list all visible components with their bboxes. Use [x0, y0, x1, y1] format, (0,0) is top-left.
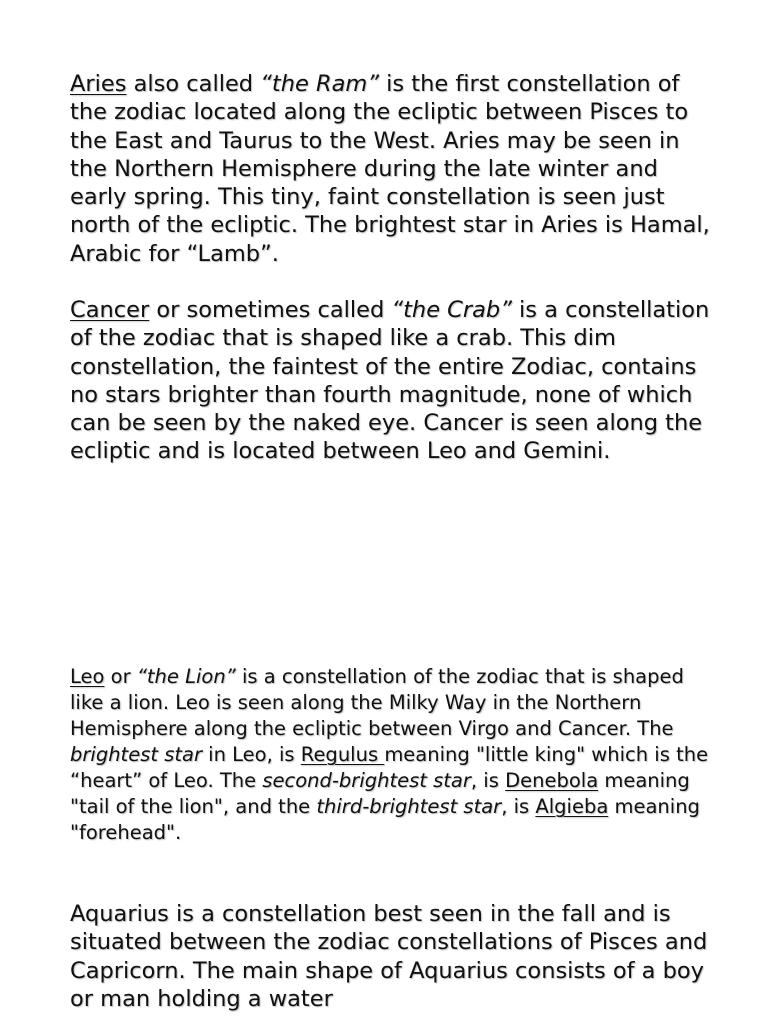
cancer-name: Cancer — [70, 297, 150, 323]
leo-text-3: in Leo, is — [201, 743, 301, 766]
aries-text-2: is the first constellation of the zodiac located along the ecliptic between Pisces to the East and Taurus to the West. Aries may be seen in the Northern Hemisphere during the late winter and early spring. This tiny, faint constellation is seen just north of the ecliptic. The brightest star in Aries is Hamal, Arabic for “Lamb”. — [70, 71, 710, 267]
leo-text-8: meaning "forehead". — [70, 795, 700, 844]
leo-second-label: second-brightest star — [262, 769, 471, 792]
leo-text-5: , is — [470, 769, 506, 792]
cancer-text-2: is a constellation of the zodiac that is shaped like a crab. This dim constellation, the faintest of the entire Zodiac, contains no stars brighter than fourth magnitude, none of which can be seen by the naked eye. Cancer is seen along the ecliptic and is located between Leo and Gemini. — [70, 297, 710, 465]
cancer-paragraph — [70, 296, 710, 466]
leo-brightest-label: brightest star — [70, 743, 202, 766]
leo-third-label: third-brightest star — [316, 795, 502, 818]
leo-name: Leo — [70, 665, 105, 688]
leo-text-4: meaning "little king" which is the “heart” of Leo. The — [70, 743, 709, 792]
leo-text-6: meaning "tail of the lion", and the — [70, 769, 690, 818]
leo-star-denebola: Denebola — [505, 769, 599, 792]
aries-text-1: also called — [126, 71, 261, 97]
aries-name: Aries — [70, 71, 127, 97]
leo-star-regulus: Regulus — [300, 743, 385, 766]
leo-paragraph — [70, 664, 710, 846]
cancer-nickname: “the Crab” — [391, 297, 512, 323]
aquarius-paragraph: Aquarius is a constellation best seen in the fall and is situated between the zodiac constellations of Pisces and Capricorn. The main shape of Aquarius consists of a boy or man holding a water — [70, 901, 708, 1012]
leo-text-7: , is — [501, 795, 536, 818]
cancer-text-1: or sometimes called — [149, 297, 392, 323]
leo-text-2: is a constellation of the zodiac that is shaped like a lion. Leo is seen along the Milky Way in the Northern Hemisphere along the ecliptic between Virgo and Cancer. The — [70, 665, 684, 740]
leo-nickname: “the Lion” — [136, 665, 236, 688]
aries-nickname: “the Ram” — [260, 71, 379, 97]
aries-paragraph — [70, 70, 710, 268]
leo-star-algieba: Algieba — [535, 795, 609, 818]
leo-text-1: or — [104, 665, 137, 688]
